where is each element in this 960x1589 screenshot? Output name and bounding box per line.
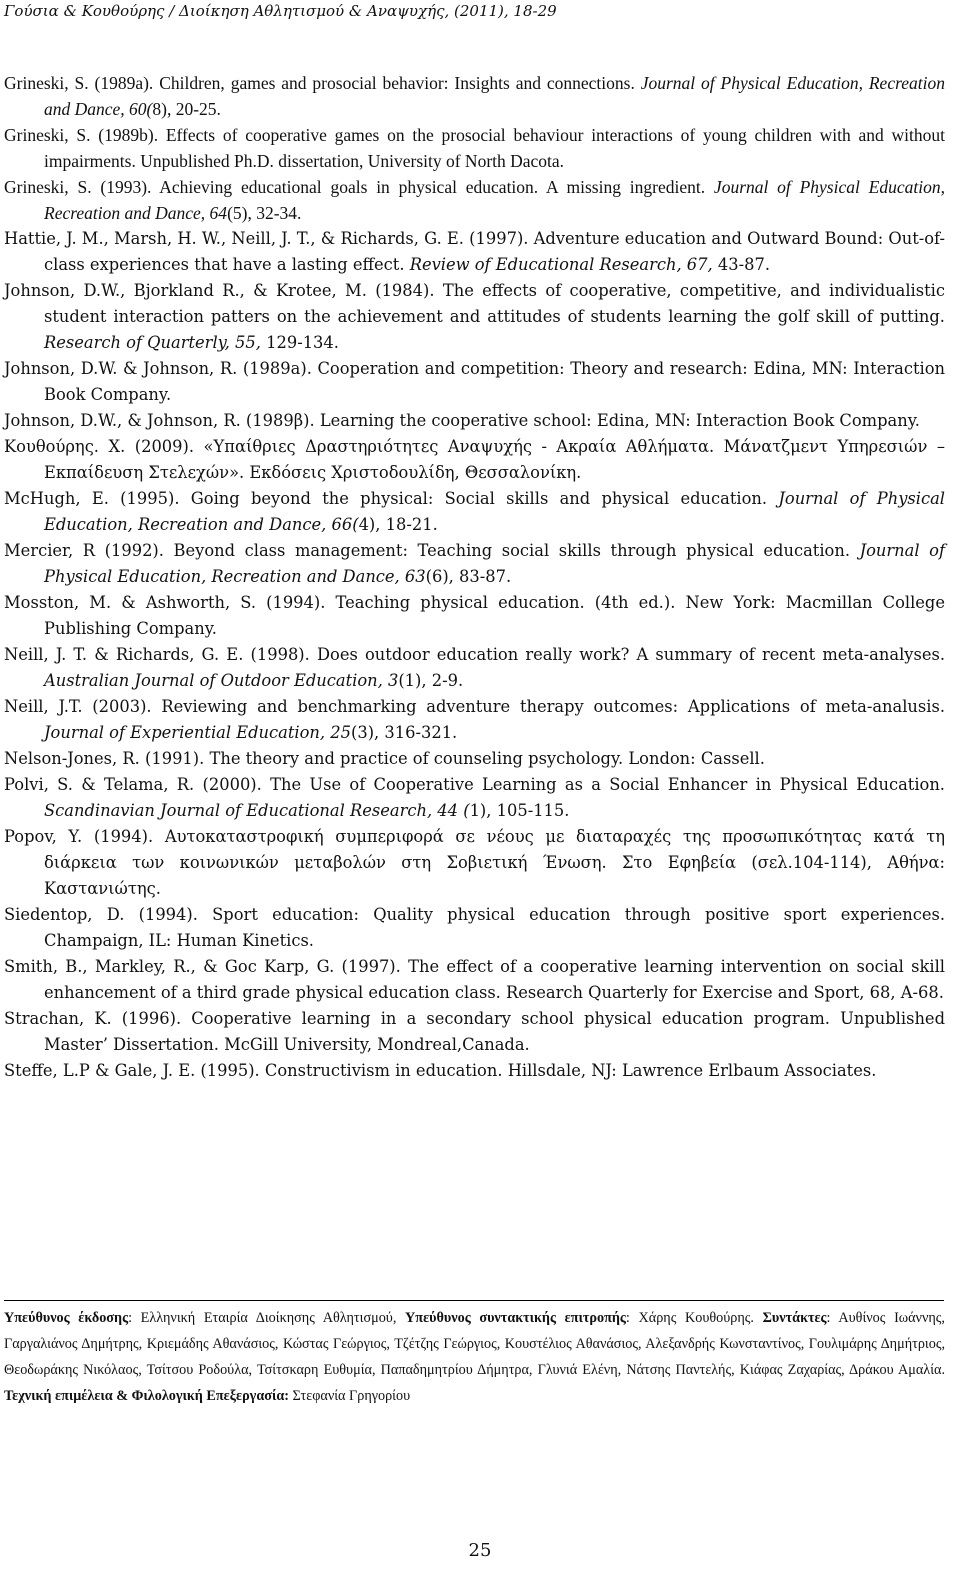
reference-text: Siedentop, D. (1994). Sport education: Quality physical education through positive sport experiences. Champaign, IL: Human Kinetics. <box>4 905 945 950</box>
reference-text: Strachan, K. (1996). Cooperative learning in a secondary school physical education program. Unpublished Master’ Dissertation. McGill University, Mondreal,Canada. <box>4 1009 945 1054</box>
reference-text: Smith, B., Markley, R., & Goc Karp, G. (1997). The effect of a cooperative learning intervention on social skill enhancement of a third grade physical education class. Research Quarterly for Exercise and Sport, 68, A-68. <box>4 957 945 1002</box>
reference-entry <box>4 122 945 174</box>
reference-text: Polvi, S. & Telama, R. (2000). The Use of Cooperative Learning as a Social Enhancer in Physical Education. <box>4 775 945 794</box>
reference-list <box>4 70 945 1084</box>
reference-text: Neill, J. T. & Richards, G. E. (1998). Does outdoor education really work? A summary of recent meta-analyses. <box>4 645 945 664</box>
authors-value: : Αυθίνος Ιωάννης, Γαργαλιάνος Δημήτρης, Κριεμάδης Αθανάσιος, Κώστας Γεώργιος, Τζέτζης Γεώργιος, Κουστέλιος Αθανάσιος, Αλεξανδρής Κωνσταντίνος, Γουλιμάρης Δημήτριος, Θεοδωράκης Νικόλαος, Τσίτσου Ροδούλα, Τσίτσκαρη Ευθυμία, Παπαδημητρίου Δήμητρα, Γλυνιά Ελένη, Νάτσης Παντελής, Κιάφας Ζαχαρίας, Δράκου Αμαλία. <box>4 1310 945 1378</box>
reference-text: McHugh, E. (1995). Going beyond the physical: Social skills and physical education. <box>4 489 779 508</box>
reference-text: Grineski, S. (1993). Achieving educational goals in physical education. A missing ingredient. <box>4 177 714 197</box>
reference-locator: 129-134. <box>260 333 339 352</box>
reference-text: Nelson-Jones, R. (1991). The theory and practice of counseling psychology. London: Cassell. <box>4 749 765 768</box>
publisher-label: Υπεύθυνος έκδοσης <box>4 1310 129 1326</box>
reference-locator: (3), 316-321. <box>350 723 458 742</box>
reference-entry <box>4 408 945 434</box>
reference-journal: Journal of Experiential Education, 25 <box>44 723 351 742</box>
reference-entry <box>4 746 945 772</box>
reference-journal: Journal of Physical Education, Recreation and Dance, 66( <box>44 489 945 534</box>
reference-text: Steffe, L.P & Gale, J. E. (1995). Constructivism in education. Hillsdale, NJ: Lawrence Erlbaum Associates. <box>4 1061 877 1080</box>
reference-locator: 43-87. <box>712 255 771 274</box>
reference-entry <box>4 278 945 356</box>
technical-editing-label: Τεχνική επιμέλεια & Φιλολογική Επεξεργασία: <box>4 1388 289 1404</box>
reference-journal: Journal of Physical Education, Recreation and Dance, 64 <box>44 177 945 223</box>
reference-entry <box>4 902 945 954</box>
reference-locator: 4), 18-21. <box>358 515 438 534</box>
reference-text: Johnson, D.W. & Johnson, R. (1989a). Cooperation and competition: Theory and research: Edina, MN: Interaction Book Company. <box>4 359 945 404</box>
reference-text: Mercier, R (1992). Beyond class management: Teaching social skills through physical education. <box>4 541 860 560</box>
reference-entry <box>4 1006 945 1058</box>
reference-journal: Research of Quarterly, 55, <box>44 333 261 352</box>
technical-editing-value: Στεφανία Γρηγορίου <box>289 1388 411 1404</box>
reference-entry <box>4 226 945 278</box>
reference-entry <box>4 174 945 226</box>
reference-journal: Journal of Physical Education, Recreation and Dance, 60( <box>44 73 945 119</box>
reference-entry <box>4 642 945 694</box>
editor-label: Υπεύθυνος συντακτικής επιτροπής <box>405 1310 626 1326</box>
footer-divider <box>4 1300 944 1301</box>
reference-entry <box>4 538 945 590</box>
reference-text: Grineski, S. (1989b). Effects of cooperative games on the prosocial behaviour interactions of young children with and without impairments. Unpublished Ph.D. dissertation, University of North Dacota. <box>4 125 945 171</box>
reference-journal: Journal of Physical Education, Recreation and Dance, 63 <box>44 541 945 586</box>
reference-entry <box>4 70 945 122</box>
reference-entry <box>4 772 945 824</box>
reference-journal: Review of Educational Research, 67, <box>409 255 713 274</box>
reference-journal: Scandinavian Journal of Educational Research, 44 ( <box>44 801 470 820</box>
page-number: 25 <box>468 1540 492 1561</box>
reference-entry <box>4 434 945 486</box>
reference-entry <box>4 824 945 902</box>
reference-text: Johnson, D.W., & Johnson, R. (1989β). Learning the cooperative school: Edina, MN: Interaction Book Company. <box>4 411 920 430</box>
editorial-footer <box>4 1305 945 1409</box>
editor-value: : Χάρης Κουθούρης. <box>625 1310 763 1326</box>
reference-entry <box>4 486 945 538</box>
reference-journal: Australian Journal of Outdoor Education, 3 <box>44 671 399 690</box>
reference-text: Mosston, M. & Ashworth, S. (1994). Teaching physical education. (4th ed.). New York: Macmillan College Publishing Company. <box>4 593 945 638</box>
reference-text: Hattie, J. M., Marsh, H. W., Neill, J. T., & Richards, G. E. (1997). Adventure education and Outward Bound: Out-of-class experiences that have a lasting effect. <box>4 229 945 274</box>
reference-entry <box>4 1058 945 1084</box>
reference-text: Neill, J.T. (2003). Reviewing and benchmarking adventure therapy outcomes: Applications of meta-analusis. <box>4 697 945 716</box>
reference-text: Grineski, S. (1989a). Children, games and prosocial behavior: Insights and connections. <box>4 73 641 93</box>
reference-text: Johnson, D.W., Bjorkland R., & Krotee, M. (1984). The effects of cooperative, competitive, and individualistic student interaction patters on the achievement and attitudes of students learning the golf skill of putting. <box>4 281 945 326</box>
reference-entry <box>4 356 945 408</box>
publisher-value: : Ελληνική Εταιρία Διοίκησης Αθλητισμού, <box>128 1310 406 1326</box>
reference-locator: (6), 83-87. <box>425 567 512 586</box>
reference-text: Κουθούρης. Χ. (2009). «Υπαίθριες Δραστηριότητες Αναψυχής - Ακραία Αθλήματα. Μάνατζμεντ Υπηρεσιών – Εκπαίδευση Στελεχών». Εκδόσεις Χριστοδουλίδη, Θεσσαλονίκη. <box>4 437 945 482</box>
reference-entry <box>4 694 945 746</box>
reference-entry <box>4 590 945 642</box>
reference-entry <box>4 954 945 1006</box>
reference-locator: 8), 20-25. <box>152 99 221 119</box>
running-head: Γούσια & Κουθούρης / Διοίκηση Αθλητισμού & Αναψυχής, (2011), 18-29 <box>4 2 557 20</box>
authors-label: Συντάκτες <box>762 1310 827 1326</box>
reference-locator: 1), 105-115. <box>469 801 570 820</box>
reference-locator: (1), 2-9. <box>398 671 464 690</box>
reference-text: Popov, Y. (1994). Αυτοκαταστροφική συμπεριφορά σε νέους με διαταραχές της προσωπικότητας κατά τη διάρκεια των κοινωνικών μεταβολών στη Σοβιετική Ένωση. Στο Εφηβεία (σελ.104-114), Αθήνα: Καστανιώτης. <box>4 827 945 898</box>
reference-locator: (5), 32-34. <box>227 203 302 223</box>
